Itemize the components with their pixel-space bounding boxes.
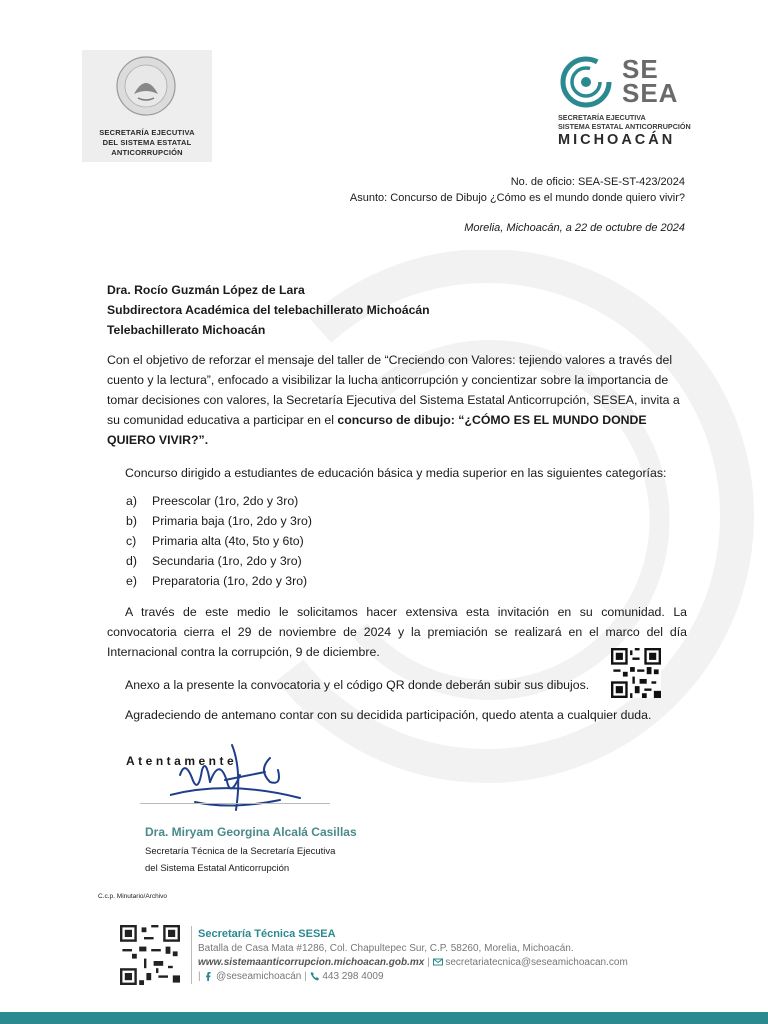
paragraph-thanks: Agradeciendo de antemano contar con su decidida participación, quedo atenta a cualquier duda.: [125, 708, 652, 722]
logo-line-2: SISTEMA ESTATAL ANTICORRUPCIÓN: [558, 122, 691, 131]
footer-divider: [191, 926, 192, 984]
signer-name: Dra. Miryam Georgina Alcalá Casillas: [145, 825, 357, 839]
seal-line-1: SECRETARÍA EJECUTIVA: [99, 128, 195, 137]
subject-line: Asunto: Concurso de Dibujo ¿Cómo es el mundo donde quiero vivir?: [349, 192, 685, 204]
footer-social-row: | @seseamichoacán | 443 298 4009: [198, 971, 384, 982]
intro-text: Con el objetivo de reforzar el mensaje del taller de “Creciendo con Valores: tejiendo valores a través del cuento y la lectura”, enfocado a visibilizar la lucha anticorrupción y concientizar sobre la importancia de tomar decisiones con valores, la Secretaría Ejecutiva del Sistema Estatal Anticorrupción, SESEA, invita a su comunidad educativa a participar en el: [107, 353, 680, 427]
recipient-institution: Telebachillerato Michoacán: [107, 323, 266, 337]
signature-graphic: [170, 740, 340, 820]
paragraph-audience: Concurso dirigido a estudiantes de educación básica y media superior en las siguientes categorías:: [125, 466, 667, 480]
qr-code-icon[interactable]: [611, 648, 661, 698]
sesea-ring-icon: [558, 54, 618, 110]
closing-salutation: Atentamente: [126, 754, 238, 768]
seal-line-3: ANTICORRUPCIÓN: [111, 148, 183, 157]
footer-phone[interactable]: 443 298 4009: [322, 971, 384, 982]
footer-facebook-link[interactable]: @seseamichoacán: [216, 971, 302, 982]
list-item: c) Primaria alta (4to, 5to y 6to): [126, 534, 304, 548]
seal-line-2: DEL SISTEMA ESTATAL: [102, 138, 192, 147]
paragraph-annex: Anexo a la presente la convocatoria y el código QR donde deberán subir sus dibujos.: [125, 678, 590, 692]
facebook-icon: [203, 971, 213, 981]
footer-qr-code-icon[interactable]: [120, 925, 180, 985]
logo-line-1: SECRETARÍA EJECUTIVA: [558, 113, 646, 122]
signature-line: [140, 803, 330, 804]
bottom-brand-bar: [0, 1012, 768, 1024]
footer-address: Batalla de Casa Mata #1286, Col. Chapultepec Sur, C.P. 58260, Morelia, Michoacán.: [198, 943, 574, 954]
list-item: d) Secundaria (1ro, 2do y 3ro): [126, 554, 302, 568]
category-list: [126, 491, 312, 591]
sesea-logo: [558, 54, 708, 149]
email-icon: [433, 957, 443, 967]
paragraph-intro: [107, 350, 687, 450]
recipient-position: Subdirectora Académica del telebachillerato Michoácán: [107, 303, 430, 317]
list-item: e) Preparatoria (1ro, 2do y 3ro): [126, 574, 308, 588]
ccp-note: C.c.p. Minutario/Archivo: [98, 893, 167, 900]
recipient-name: Dra. Rocío Guzmán López de Lara: [107, 283, 305, 297]
logo-sea: SEA: [622, 78, 679, 108]
paragraph-invitation: A través de este medio le solicitamos hacer extensiva esta invitación en su comunidad. La convocatoria cierra el 29 de noviembre de 2024 y la premiación se realizará en el marco del día Internacional contra la corrupción, 9 de diciembre.: [107, 605, 687, 659]
list-item: a) Preescolar (1ro, 2do y 3ro): [126, 494, 299, 508]
government-seal: [82, 50, 212, 162]
footer-title: Secretaría Técnica SESEA: [198, 928, 336, 940]
date-line: Morelia, Michoacán, a 22 de octubre de 2024: [464, 222, 685, 234]
footer-website-link[interactable]: www.sistemaanticorrupcion.michoacan.gob.mx: [198, 957, 425, 968]
signer-role-line-1: Secretaría Técnica de la Secretaría Ejecutiva: [145, 846, 336, 857]
footer-contact-row: www.sistemaanticorrupcion.michoacan.gob.mx | secretariatecnica@seseamichoacan.com: [198, 957, 628, 968]
logo-se: SE: [622, 54, 659, 84]
phone-icon: [310, 971, 320, 981]
eagle-seal-icon: [114, 54, 178, 118]
list-item: b) Primaria baja (1ro, 2do y 3ro): [126, 514, 312, 528]
signer-role-line-2: del Sistema Estatal Anticorrupción: [145, 863, 290, 874]
intro-period: .: [204, 433, 209, 447]
logo-state: MICHOACÁN: [558, 132, 676, 148]
footer-email-link[interactable]: secretariatecnica@seseamichoacan.com: [445, 957, 628, 968]
oficio-number: No. de oficio: SEA-SE-ST-423/2024: [510, 176, 685, 188]
contest-name: concurso de dibujo: “¿CÓMO ES EL MUNDO DONDE QUIERO VIVIR?”: [107, 413, 647, 447]
